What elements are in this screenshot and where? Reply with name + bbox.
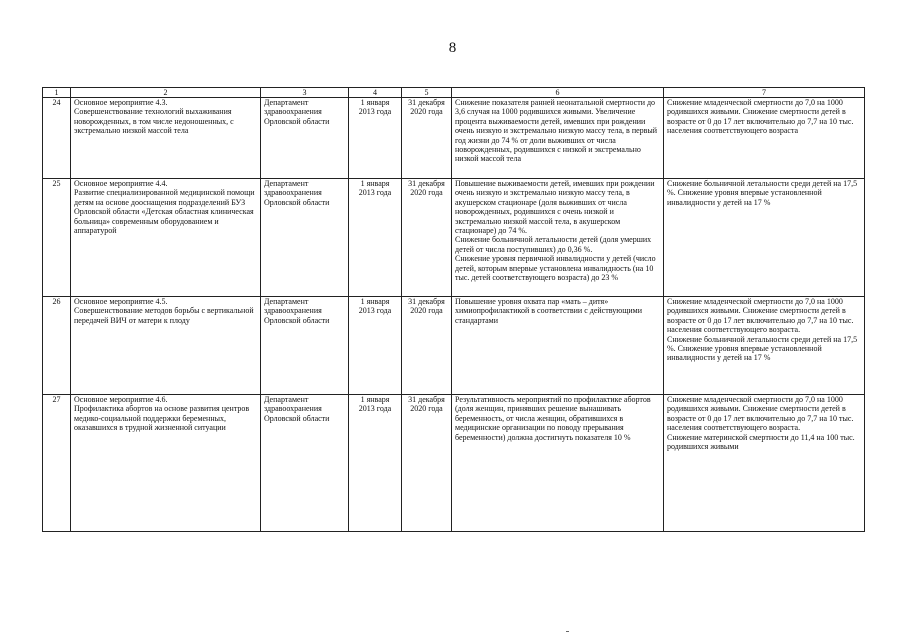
measure-cell: Основное мероприятие 4.4. Развитие специализированной медицинской помощи детям на основе дооснащения подразделений БУЗ Орловской области «Детская областная клиническая больница» современным оборудованием и аппаратурой	[71, 179, 261, 297]
table-row	[43, 179, 865, 297]
executor-cell: Департамент здравоохранения Орловской области	[261, 297, 349, 395]
table-row	[43, 297, 865, 395]
column-number: 6	[452, 88, 664, 98]
start-date-cell: 1 января 2013 года	[349, 395, 402, 532]
end-date-cell: 31 декабря 2020 года	[402, 395, 452, 532]
row-number: 24	[43, 98, 71, 179]
column-number: 5	[402, 88, 452, 98]
end-date-cell: 31 декабря 2020 года	[402, 297, 452, 395]
end-date-cell: 31 декабря 2020 года	[402, 98, 452, 179]
scan-speck	[566, 631, 569, 632]
measure-cell: Основное мероприятие 4.5. Совершенствование методов борьбы с вертикальной передачей ВИЧ от матери к плоду	[71, 297, 261, 395]
indicators-cell: Снижение больничной летальности среди детей на 17,5 %. Снижение уровня впервые установленной инвалидности у детей на 17 %	[664, 179, 865, 297]
column-number: 2	[71, 88, 261, 98]
start-date-cell: 1 января 2013 года	[349, 98, 402, 179]
effects-cell: Снижение показателя ранней неонатальной смертности до 3,6 случая на 1000 родившихся живыми. Увеличение процента выживаемости детей, имевших при рождении очень низкую и экстремально низкую массу тела, в первый год жизни до 74 % от доли выживших от числа новорожденных, родившихся с низкой и экстремально низкой массой тела	[452, 98, 664, 179]
row-number: 27	[43, 395, 71, 532]
table-row	[43, 98, 865, 179]
row-number: 26	[43, 297, 71, 395]
indicators-cell: Снижение младенческой смертности до 7,0 на 1000 родившихся живыми. Снижение смертности детей в возрасте от 0 до 17 лет включительно до 7,7 на 10 тыс. населения соответствующего возраста. Снижение больничной летальности среди детей на 17,5 %. Снижение уровня впервые установленной инвалидности у детей на 17 %	[664, 297, 865, 395]
effects-cell: Повышение уровня охвата пар «мать – дитя» химиопрофилактикой в соответствии с действующими стандартами	[452, 297, 664, 395]
column-number: 7	[664, 88, 865, 98]
executor-cell: Департамент здравоохранения Орловской области	[261, 179, 349, 297]
end-date-cell: 31 декабря 2020 года	[402, 179, 452, 297]
start-date-cell: 1 января 2013 года	[349, 179, 402, 297]
indicators-cell: Снижение младенческой смертности до 7,0 на 1000 родившихся живыми. Снижение смертности детей в возрасте от 0 до 17 лет включительно до 7,7 на 10 тыс. населения соответствующего возраста	[664, 98, 865, 179]
executor-cell: Департамент здравоохранения Орловской области	[261, 98, 349, 179]
column-number: 4	[349, 88, 402, 98]
column-number: 1	[43, 88, 71, 98]
program-activities-table	[42, 87, 865, 532]
column-number: 3	[261, 88, 349, 98]
measure-cell: Основное мероприятие 4.3. Совершенствование технологий выхаживания новорожденных, в том числе недоношенных, с экстремально низкой массой тела	[71, 98, 261, 179]
measure-cell: Основное мероприятие 4.6. Профилактика абортов на основе развития центров медико-социальной поддержки беременных, оказавшихся в трудной жизненной ситуации	[71, 395, 261, 532]
start-date-cell: 1 января 2013 года	[349, 297, 402, 395]
effects-cell: Повышение выживаемости детей, имевших при рождении очень низкую и экстремально низкую массу тела, в акушерском стационаре (доля выживших от числа новорожденных, родившихся с очень низкой и экстремально низкой массой тела, в акушерском стационаре) до 74 %. Снижение больничной летальности детей (доля умерших детей от числа поступивших) до 0,36 %. Снижение уровня первичной инвалидности у детей (число детей, которым впервые установлена инвалидность (на 10 тыс. детей соответствующего возраста) до 23 %	[452, 179, 664, 297]
effects-cell: Результативность мероприятий по профилактике абортов (доля женщин, принявших решение вынашивать беременность, от числа женщин, обратившихся в медицинские организации по поводу прерывания беременности) должна достигнуть показателя 10 %	[452, 395, 664, 532]
column-number-row	[43, 88, 865, 98]
row-number: 25	[43, 179, 71, 297]
executor-cell: Департамент здравоохранения Орловской области	[261, 395, 349, 532]
indicators-cell: Снижение младенческой смертности до 7,0 на 1000 родившихся живыми. Снижение смертности детей в возрасте от 0 до 17 лет включительно до 7,7 на 10 тыс. населения соответствующего возраста. Снижение материнской смертности до 11,4 на 100 тыс. родившихся живыми	[664, 395, 865, 532]
table-row	[43, 395, 865, 532]
page-number: 8	[448, 40, 457, 56]
